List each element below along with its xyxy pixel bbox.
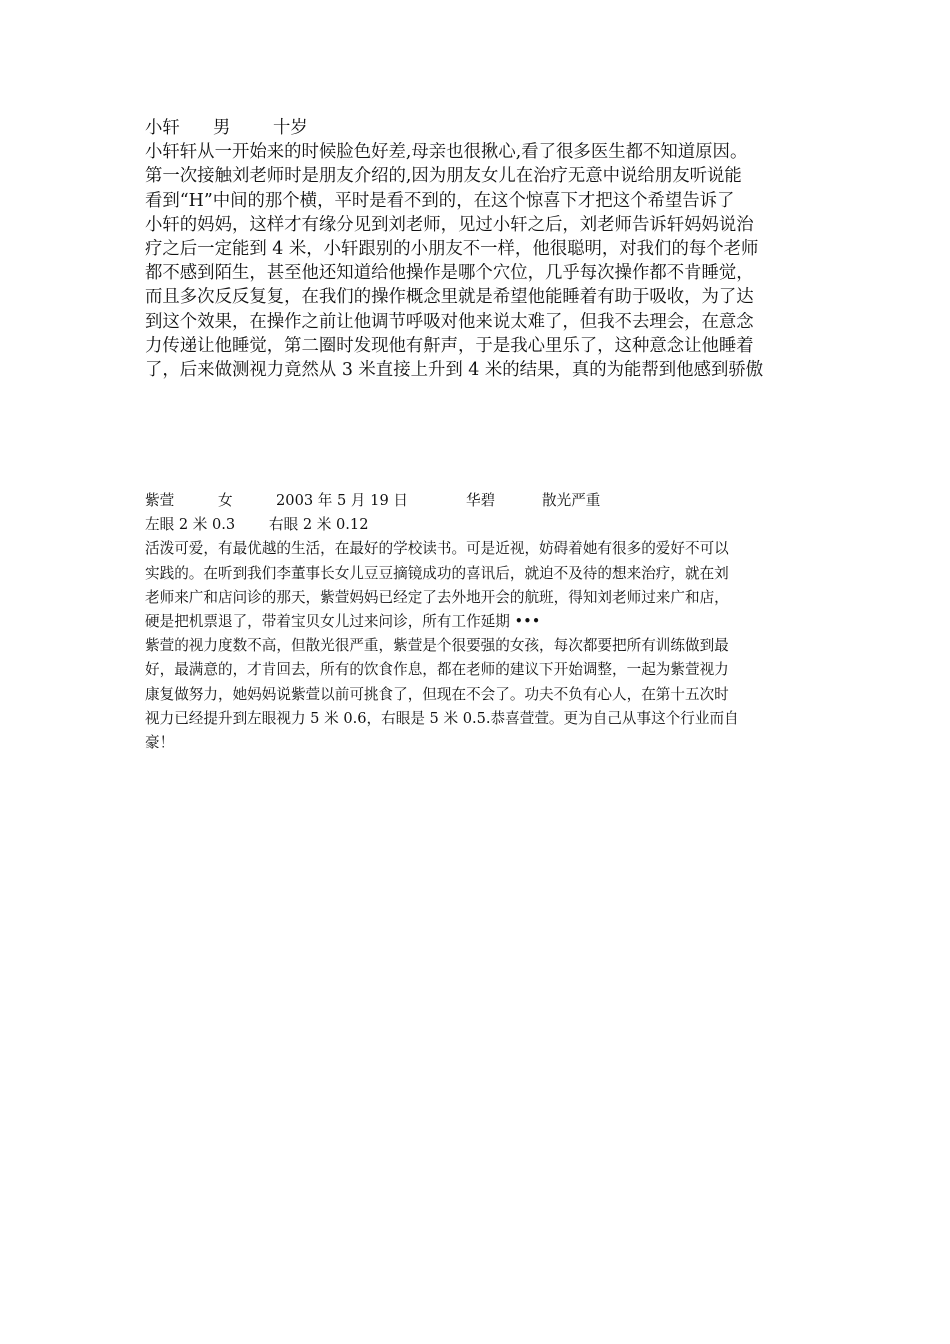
- narrative-line: 老师来广和店问诊的那天，紫萱妈妈已经定了去外地开会的航班，得知刘老师过来广和店，: [145, 588, 729, 606]
- attending-name: 华碧: [466, 492, 496, 509]
- patient-age: 十岁: [273, 118, 308, 138]
- narrative-line: 了，后来做测视力竟然从 3 米直接上升到 4 米的结果，真的为能帮到他感到骄傲: [145, 360, 764, 381]
- narrative-line: 到这个效果，在操作之前让他调节呼吸对他来说太难了，但我不去理会，在意念: [145, 311, 754, 332]
- narrative-line: 小轩的妈妈，这样才有缘分见到刘老师，见过小轩之后，刘老师告诉轩妈妈说治: [145, 214, 754, 235]
- case-section-zixuan: [145, 489, 815, 755]
- left-eye-vision: 左眼 2 米 0.3: [145, 516, 236, 534]
- case-section-xiaoxuan: [145, 116, 815, 382]
- narrative-line: 康复做努力，她妈妈说紫萱以前可挑食了，但现在不会了。功夫不负有心人，在第十五次时: [145, 685, 729, 703]
- patient-condition: 散光严重: [542, 492, 601, 509]
- narrative-line: 活泼可爱，有最优越的生活，在最好的学校读书。可是近视，妨碍着她有很多的爱好不可以: [145, 540, 729, 558]
- narrative-line: 看到“H”中间的那个横，平时是看不到的，在这个惊喜下才把这个希望告诉了: [145, 190, 735, 211]
- narrative-line: 实践的。在听到我们李董事长女儿豆豆摘镜成功的喜讯后，就迫不及待的想来治疗，就在刘: [145, 564, 729, 582]
- case-header: [145, 116, 815, 140]
- case-header: [145, 489, 815, 513]
- narrative-line: 硬是把机票退了，带着宝贝女儿过来问诊，所有工作延期 •••: [145, 613, 541, 631]
- narrative-line: 紫萱的视力度数不高，但散光很严重，紫萱是个很要强的女孩，每次都要把所有训练做到最: [145, 637, 729, 655]
- narrative-line: 力传递让他睡觉，第二圈时发现他有鼾声，于是我心里乐了，这种意念让他睡着: [145, 335, 754, 356]
- narrative-line: 视力已经提升到左眼视力 5 米 0.6，右眼是 5 米 0.5.恭喜萱萱。更为自己从事这个行业而自: [145, 709, 739, 727]
- patient-gender: 男: [213, 118, 231, 138]
- narrative-line: 小轩轩从一开始来的时候脸色好差,母亲也很揪心,看了很多医生都不知道原因。: [145, 142, 748, 163]
- patient-birthdate: 2003 年 5 月 19 日: [276, 492, 408, 509]
- narrative-line: 而且多次反反复复，在我们的操作概念里就是希望他能睡着有助于吸收，为了达: [145, 287, 754, 308]
- case-narrative: [145, 537, 815, 755]
- vision-readings: [145, 513, 815, 537]
- narrative-line: 第一次接触刘老师时是朋友介绍的,因为朋友女儿在治疗无意中说给朋友听说能: [145, 166, 742, 187]
- narrative-line: 疗之后一定能到 4 米，小轩跟别的小朋友不一样，他很聪明，对我们的每个老师: [145, 239, 759, 260]
- narrative-line: 豪！: [145, 734, 175, 752]
- patient-name: 小轩: [145, 118, 180, 138]
- right-eye-vision: 右眼 2 米 0.12: [269, 516, 369, 534]
- patient-name: 紫萱: [145, 492, 175, 509]
- narrative-line: 好，最满意的，才肯回去，所有的饮食作息，都在老师的建议下开始调整，一起为紫萱视力: [145, 661, 729, 679]
- patient-gender: 女: [218, 492, 233, 509]
- narrative-line: 都不感到陌生，甚至他还知道给他操作是哪个穴位，几乎每次操作都不肯睡觉，: [145, 263, 754, 284]
- case-narrative: [145, 140, 815, 382]
